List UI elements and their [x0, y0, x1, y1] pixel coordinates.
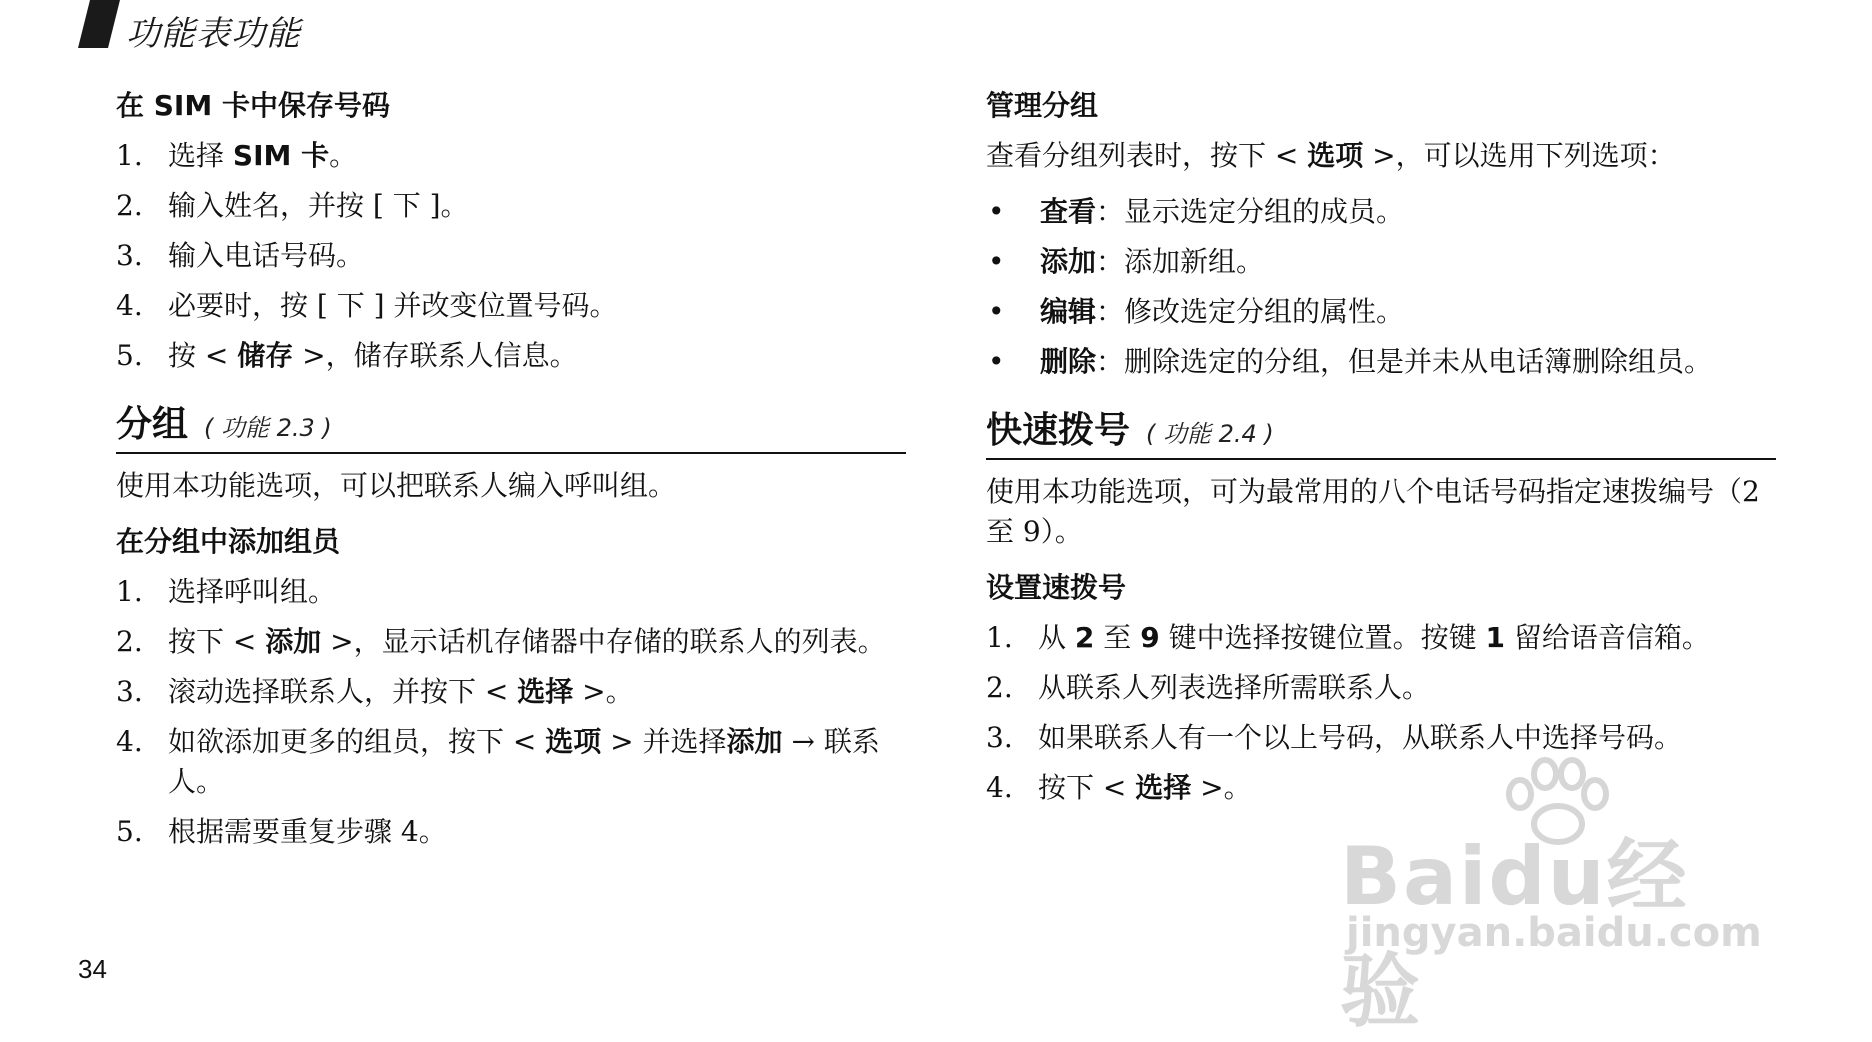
list-item: 2. 输入姓名，并按 [ 下 ]。: [116, 189, 469, 222]
list-item: 4. 必要时，按 [ 下 ] 并改变位置号码。: [116, 289, 618, 322]
list-item: 3. 滚动选择联系人，并按下 < 选择 >。: [116, 675, 634, 708]
list-item: • 添加：添加新组。: [988, 245, 1265, 278]
manage-options: [986, 192, 1776, 382]
list-item: 4. 如欲添加更多的组员，按下 < 选项 > 并选择添加 → 联系人。: [116, 725, 880, 798]
page-header-title: 功能表功能: [126, 14, 301, 54]
list-item: 3. 如果联系人有一个以上号码，从联系人中选择号码。: [986, 721, 1683, 754]
list-item: 2. 按下 < 添加 >，显示话机存储器中存储的联系人的列表。: [116, 625, 886, 658]
list-item: 1. 从 2 至 9 键中选择按键位置。按键 1 留给语音信箱。: [986, 621, 1710, 654]
list-item: 3. 输入电话号码。: [116, 239, 365, 272]
manage-group-heading: 管理分组: [986, 89, 1099, 122]
baidu-watermark: [1340, 760, 1770, 1038]
list-item: 2. 从联系人列表选择所需联系人。: [986, 671, 1431, 704]
group-title: 分组: [116, 404, 189, 445]
list-item: • 编辑：修改选定分组的属性。: [988, 295, 1405, 328]
right-column: [986, 86, 1776, 818]
list-item: 4. 按下 < 选择 >。: [986, 771, 1252, 804]
save-sim-heading: 在 SIM 卡中保存号码: [116, 89, 390, 122]
add-member-heading: 在分组中添加组员: [116, 525, 341, 558]
speed-dial-function-ref: ( 功能 2.4 ): [1146, 420, 1274, 448]
list-item: 5. 根据需要重复步骤 4。: [116, 815, 447, 848]
left-column: [116, 86, 906, 862]
group-description: 使用本功能选项，可以把联系人编入呼叫组。: [116, 469, 677, 502]
save-sim-steps: [116, 136, 906, 376]
list-item: • 删除：删除选定的分组，但是并未从电话簿删除组员。: [988, 345, 1713, 378]
list-item: 5. 按 < 储存 >，储存联系人信息。: [116, 339, 578, 372]
set-speed-dial-heading: 设置速拨号: [986, 571, 1127, 604]
list-item: 1. 选择呼叫组。: [116, 575, 337, 608]
speed-dial-title: 快速拨号: [986, 410, 1131, 451]
page-number: 34: [78, 954, 107, 984]
speed-dial-description: 使用本功能选项，可为最常用的八个电话号码指定速拨编号（2 至 9）。: [986, 475, 1760, 548]
list-item: • 查看：显示选定分组的成员。: [988, 195, 1405, 228]
header-bar-decoration: [78, 0, 120, 48]
watermark-domain: jingyan.baidu.com: [1346, 910, 1762, 956]
speed-dial-section-heading: [986, 408, 1776, 460]
add-member-steps: [116, 572, 906, 852]
manage-intro: 查看分组列表时，按下 < 选项 >，可以选用下列选项：: [986, 139, 1676, 172]
group-section-heading: [116, 402, 906, 454]
watermark-text: Baidu经验: [1340, 830, 1689, 1038]
list-item: 1. 选择 SIM 卡。: [116, 139, 358, 172]
group-function-ref: ( 功能 2.3 ): [204, 414, 332, 442]
